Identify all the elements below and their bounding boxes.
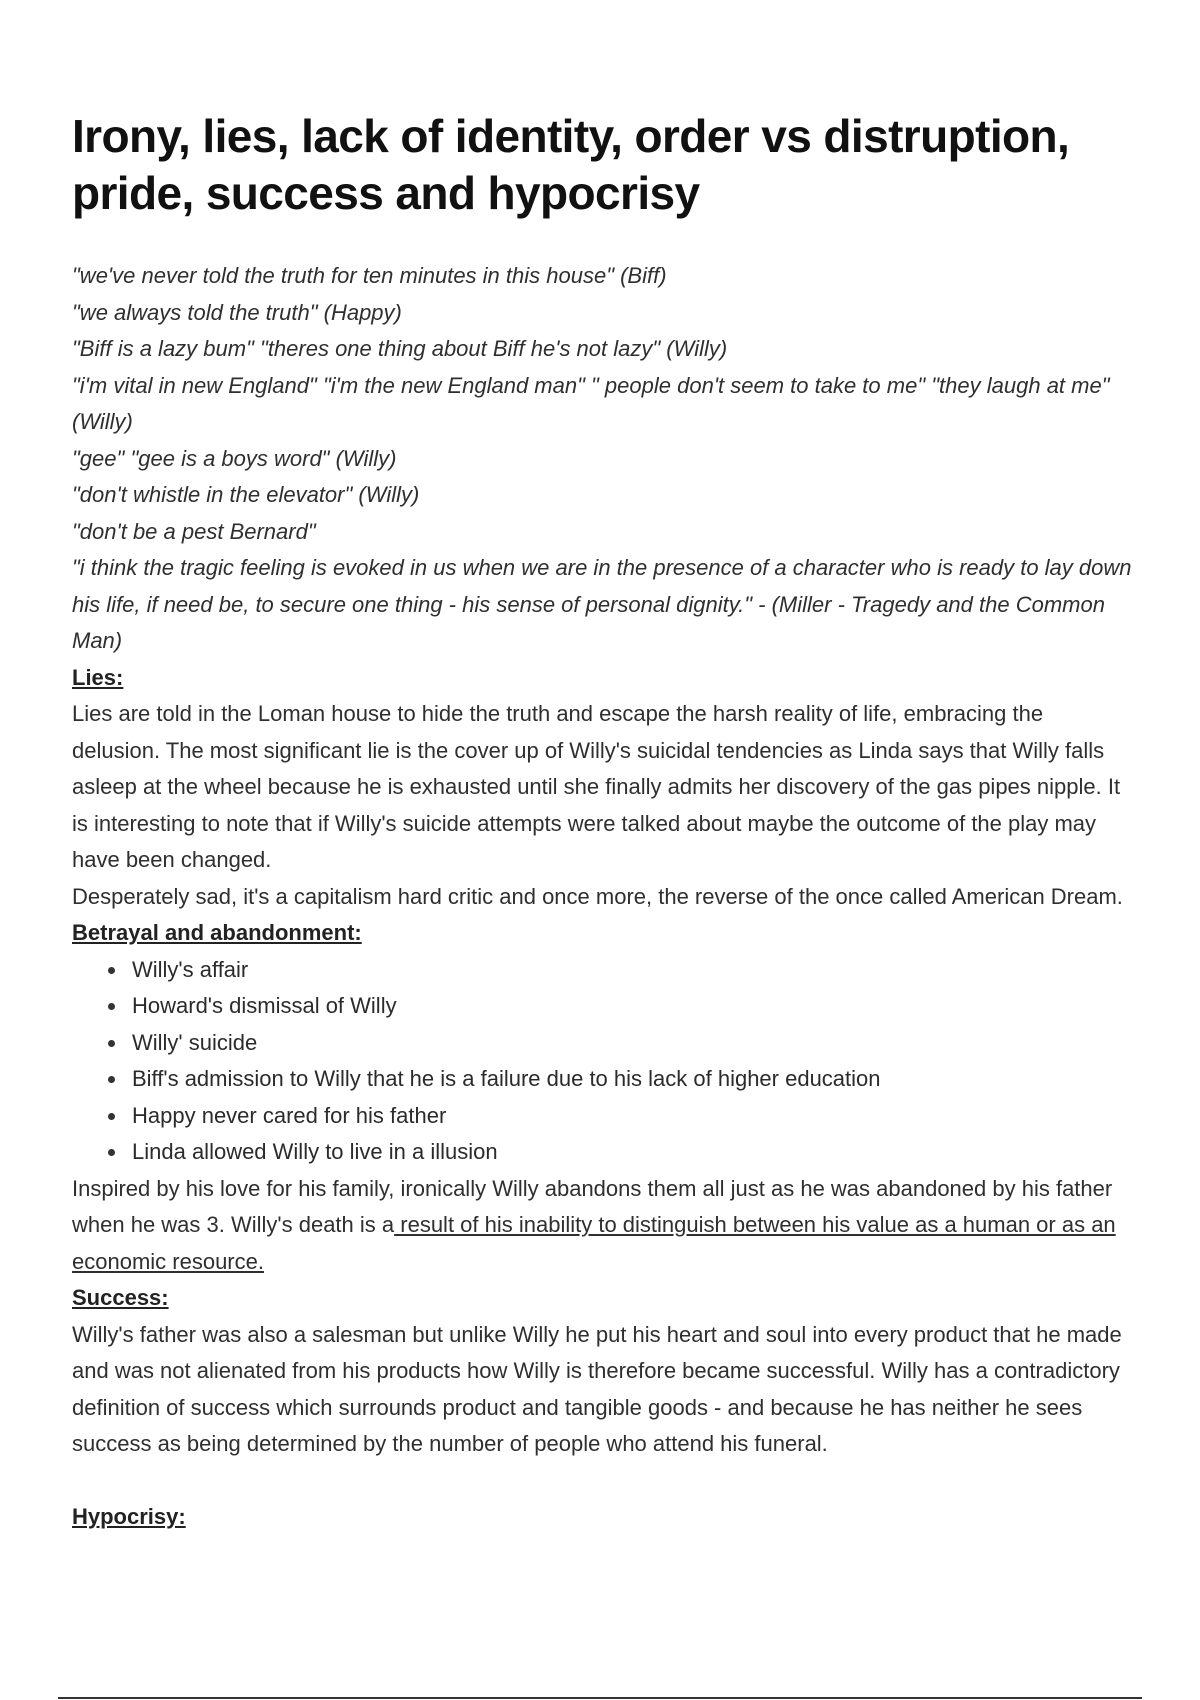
lies-paragraph-2: Desperately sad, it's a capitalism hard critic and once more, the reverse of the once called American Dream. (72, 883, 1123, 909)
list-item: Willy' suicide (132, 1025, 1132, 1062)
betrayal-paragraph (72, 1171, 1132, 1281)
betrayal-paragraph-text: Inspired by his love for his family, ironically Willy abandons them all just as he was abandoned by his father when he was 3. Willy's death is a (72, 1175, 1113, 1237)
betrayal-list (72, 952, 1132, 1171)
quote-line: "Biff is a lazy bum" "theres one thing about Biff he's not lazy" (Willy) (72, 336, 728, 361)
betrayal-heading: Betrayal and abandonment: (72, 920, 362, 945)
success-paragraph: Willy's father was also a salesman but unlike Willy he put his heart and soul into every product that he made and was not alienated from his products how Willy is therefore became successful. Willy has a contradictory definition of success which surrounds product and tangible goods - and because he has neither he sees success as being determined by the number of people who attend his funeral. (72, 1321, 1122, 1456)
success-heading: Success: (72, 1285, 169, 1310)
quote-line: "i'm vital in new England" "i'm the new England man" " people don't seem to take to me" "they laugh at me" (Willy) (72, 372, 1110, 434)
quote-line: "gee" "gee is a boys word" (Willy) (72, 445, 397, 471)
quote-line: "i think the tragic feeling is evoked in us when we are in the presence of a character who is ready to lay down his life, if need be, to secure one thing - his sense of personal dignity." - (Miller - Tragedy and the Common Man) (72, 555, 1132, 653)
lies-paragraph: Lies are told in the Loman house to hide the truth and escape the harsh reality of life, embracing the delusion. The most significant lie is the cover up of Willy's suicidal tendencies as Linda says that Willy falls asleep at the wheel because he is exhausted until she finally admits her discovery of the gas pipes nipple. It is interesting to note that if Willy's suicide attempts were talked about maybe the outcome of the play may have been changed. (72, 701, 1121, 872)
quote-line: "don't whistle in the elevator" (Willy) (72, 482, 420, 507)
page-divider (58, 1697, 1142, 1699)
list-item: Biff's admission to Willy that he is a failure due to his lack of higher education (132, 1061, 1132, 1098)
list-item: Howard's dismissal of Willy (132, 988, 1132, 1025)
hypocrisy-heading: Hypocrisy: (72, 1504, 186, 1529)
betrayal-paragraph-underlined: result of his inability to distinguish between his value as a human or as an economic resource. (72, 1212, 1116, 1274)
quote-line: "don't be a pest Bernard" (72, 518, 316, 544)
list-item: Linda allowed Willy to live in a illusion (132, 1134, 1132, 1171)
page-title: Irony, lies, lack of identity, order vs distruption, pride, success and hypocrisy (72, 110, 1070, 219)
quote-line: "we always told the truth" (Happy) (72, 299, 402, 325)
document-page (72, 0, 1132, 1536)
list-item: Happy never cared for his father (132, 1098, 1132, 1135)
quote-line: "we've never told the truth for ten minutes in this house" (Biff) (72, 263, 667, 288)
list-item: Willy's affair (132, 952, 1132, 989)
lies-heading: Lies: (72, 664, 124, 690)
quotes-block (72, 258, 1132, 660)
blank-line (72, 1463, 1132, 1500)
